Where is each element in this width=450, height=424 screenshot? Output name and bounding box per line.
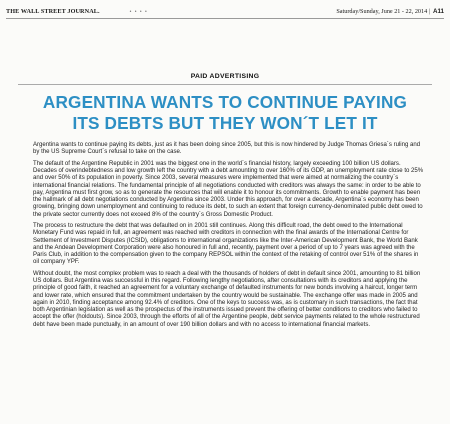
paid-advertising-label: PAID ADVERTISING — [190, 73, 260, 80]
masthead-dots: • • • • — [129, 9, 148, 15]
issue-date: Saturday/Sunday, June 21 - 22, 2014 | — [336, 8, 430, 15]
headline-line-1: ARGENTINA WANTS TO CONTINUE PAYING — [42, 92, 408, 112]
divider — [18, 84, 432, 85]
newspaper-name: THE WALL STREET JOURNAL. — [6, 8, 100, 15]
masthead — [6, 6, 444, 19]
paragraph: Argentina wants to continue paying its debts, just as it has been doing since 2005, but this is now hindered by Judge Thomas Griesa´s ruling and by the US Supreme Court´s refusal to take on the case. — [33, 142, 421, 156]
paragraph: Without doubt, the most complex problem was to reach a deal with the thousands of holders of debt in default since 2001, amounting to 81 billion US dollars. But Argentina was successful in this regard. Following lengthy negotiations, after consultations with its creditors and applying the principle of good faith, it reached an agreement for a voluntary exchange of defaulted instruments for new bonds involving a haircut, longer term and lower rate, which ensured that the commitment undertaken by the country would be sustainable. The exchange offer was made in 2005 and again in 2010, finding acceptance among 92.4% of creditors. One of the keys to success was, as is customary in such transactions, the fact that both Argentinian legislation as well as the prospectus of the instruments issued prevent the offering of better conditions to creditors who failed to accept the offer (holdouts). Since 2003, through the efforts of all of the Argentine people, debt service payments related to the whole restructured debt have been made punctually, in an amount of over 190 billion dollars and with no access to international financial markets. — [33, 270, 421, 328]
paragraph: The process to restructure the debt that was defaulted on in 2001 still continues. Along this difficult road, the debt owed to the International Monetary Fund was repaid in full, an agreement was reached with creditors in connection with the final awards of the International Centre for Settlement of Investment Disputes (ICSID), obligations to international organizations like the Inter-American Development Bank, the World Bank and the Andean Development Corporation were also honoured in full and, recently, payment over a period of up to 7 years was agreed with the Paris Club, in addition to the compensation given to the company REPSOL within the context of the retaking of control over 51% of the shares in oil company YPF. — [33, 223, 419, 266]
headline — [10, 92, 440, 134]
paragraph: The default of the Argentine Republic in 2001 was the biggest one in the world´s financial history, largely exceeding 100 billion US dollars. Decades of overindebtedness and low growth left the country with a debt amounting to over 160% of its GDP, an unemployment rate close to 25% and over 50% of its population in poverty. Since 2003, several measures were implemented that were aimed at normalizing the country´s international financial relations. The fundamental principle of all negotiations conducted with creditors was always the same: in order to be able to pay, Argentina must first grow, so as to generate the resources that will enable it to honour its commitments. Growth to enable payment has been the hallmark of all debt negotiations conducted by Argentina since 2003. Under this approach, for over a decade, Argentina´s economy has been growing, bringing down unemployment and continuing to reduce its debt, to such an extent that foreign currency-denominated public debt owed to the private sector currently does not exceed 8% of the country´s Gross Domestic Product. — [33, 160, 424, 218]
article-body — [33, 142, 424, 333]
headline-line-2: ITS DEBTS BUT THEY WON´T LET IT — [72, 113, 378, 133]
page-code: A11 — [432, 8, 444, 15]
